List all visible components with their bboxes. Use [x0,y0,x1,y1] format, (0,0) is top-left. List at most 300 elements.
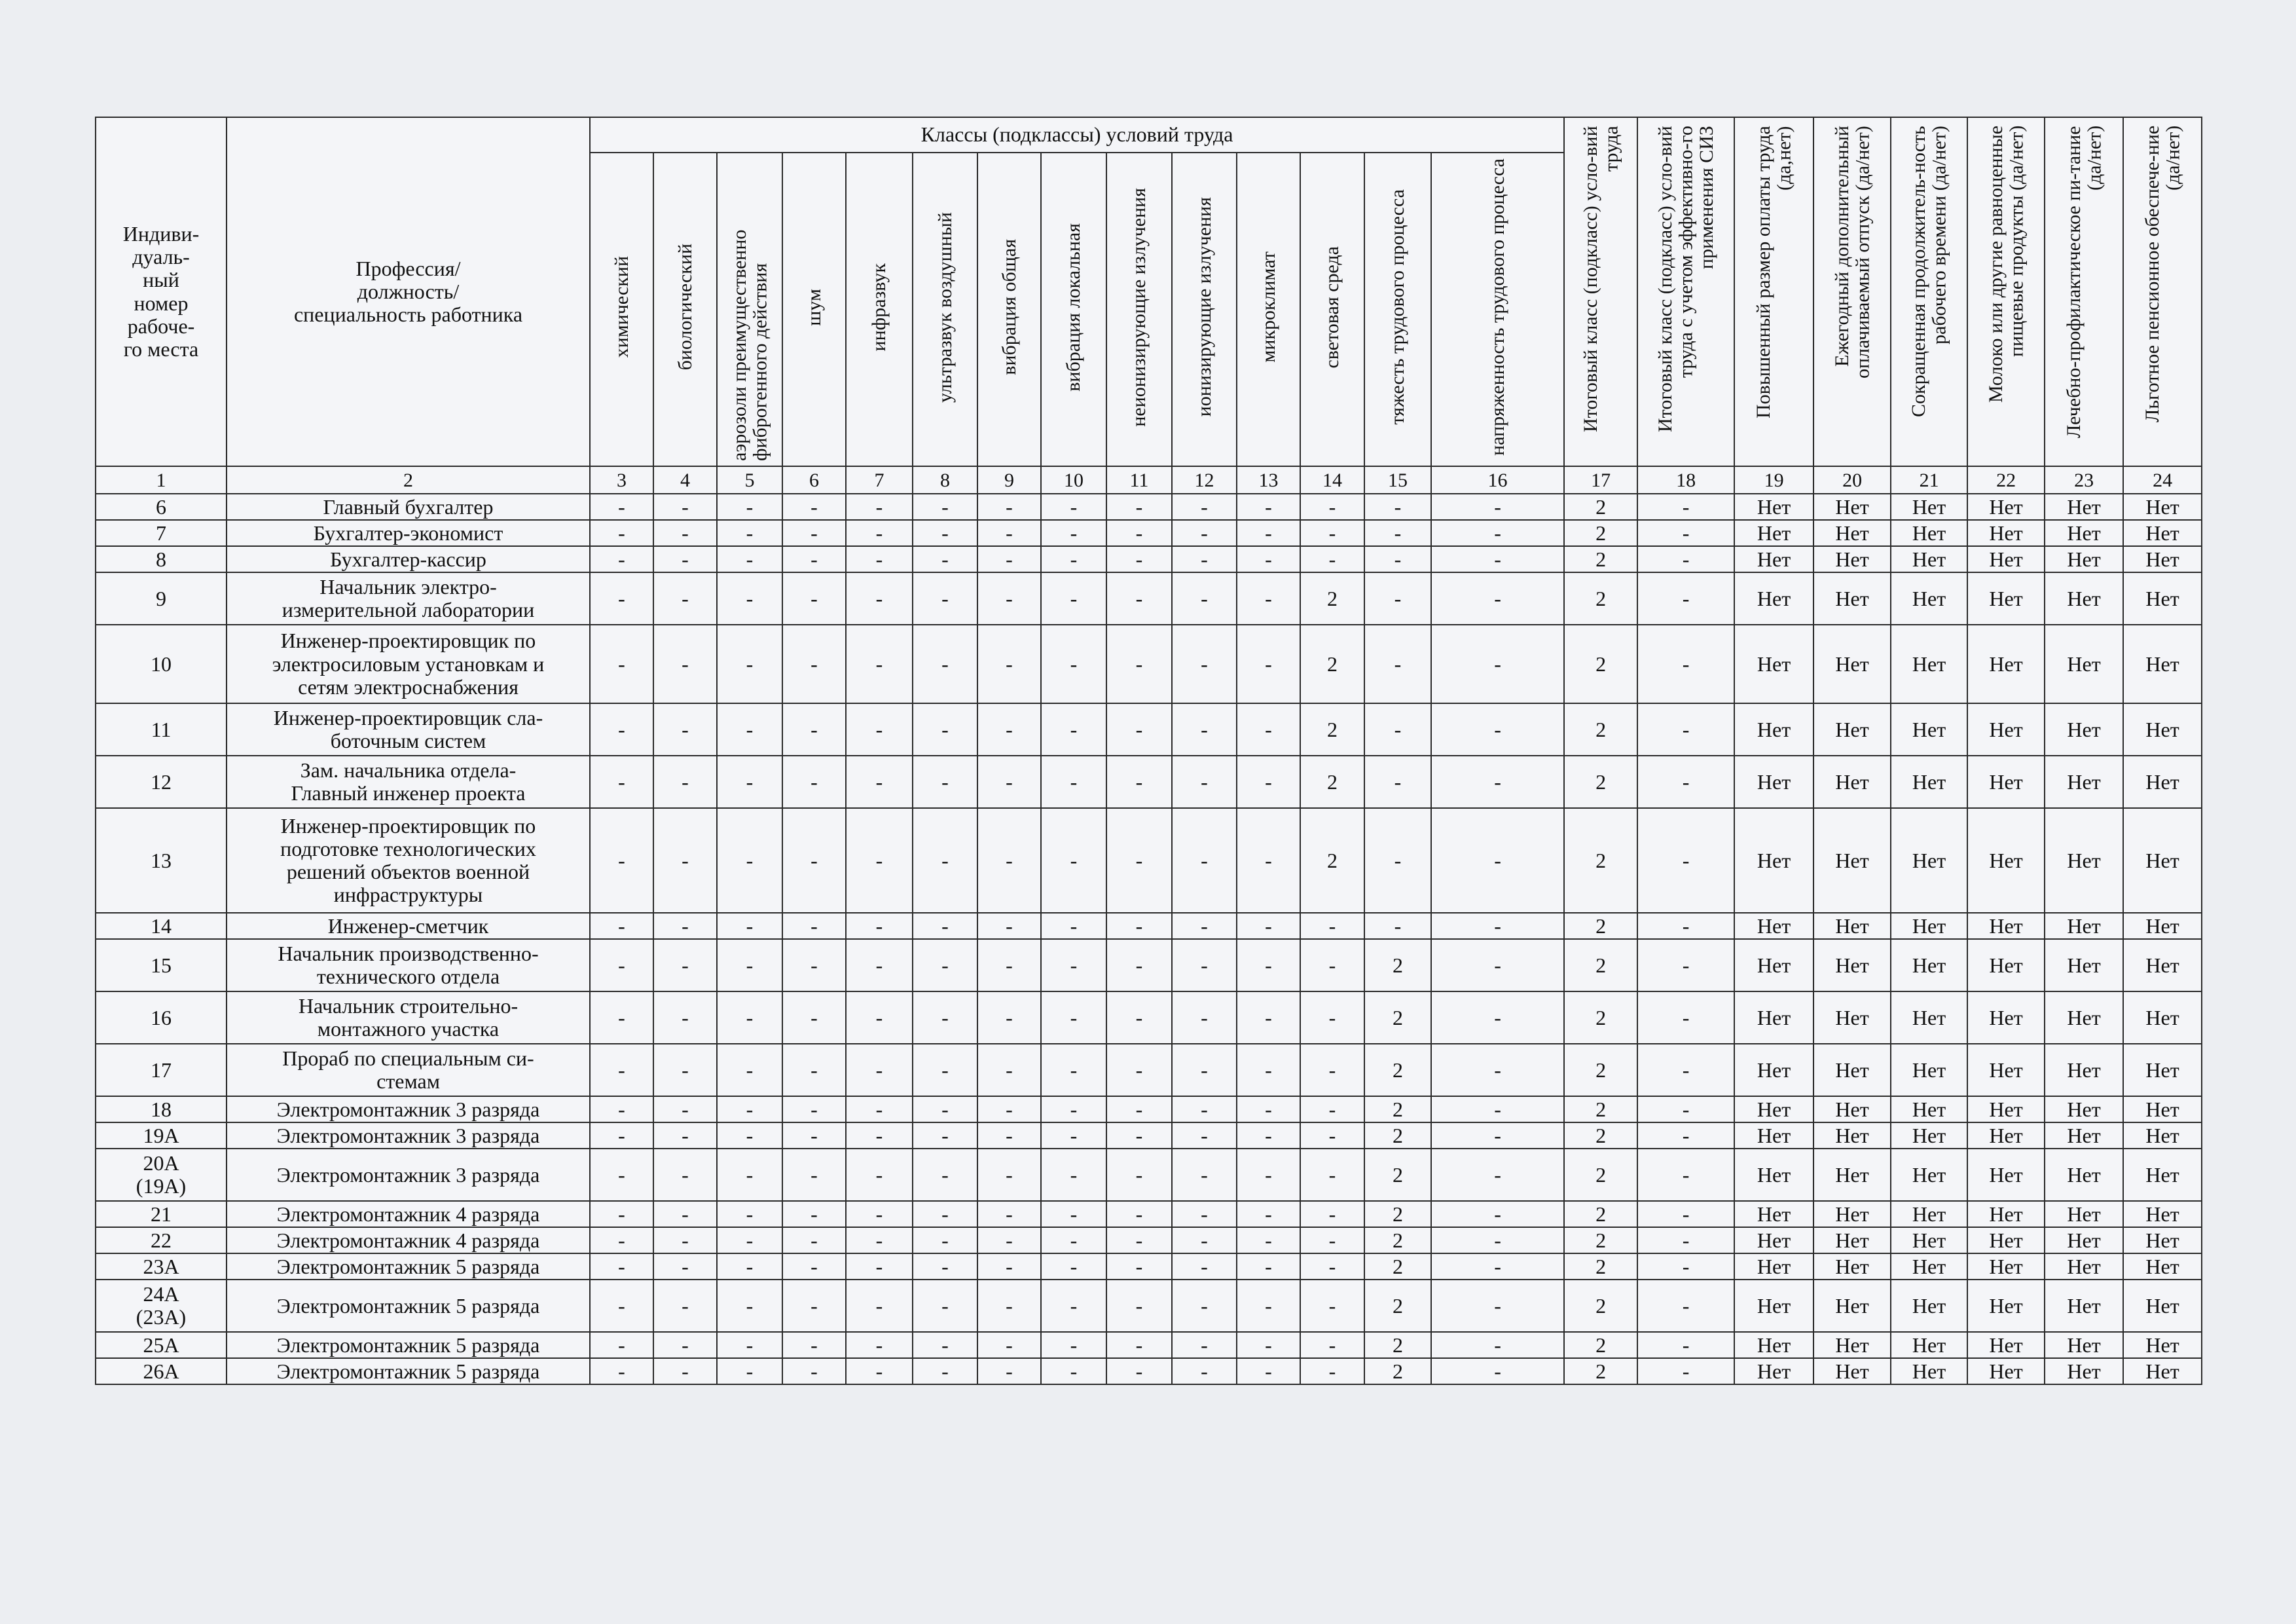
benefit-cell: Нет [1734,756,1813,808]
column-number: 2 [227,466,590,494]
column-number: 16 [1431,466,1564,494]
factor-cell: - [977,756,1041,808]
header-final-text: Итоговый класс (подкласс) усло-вий труда с учетом эффективно-го применения СИЗ [1654,126,1717,432]
benefit-cell: Нет [2045,494,2123,520]
benefit-cell: Нет [2123,546,2202,572]
benefit-cell: Нет [1734,625,1813,703]
factor-cell: - [1172,625,1237,703]
factor-cell: - [1106,703,1172,756]
profession-cell: Электромонтажник 5 разряда [227,1280,590,1332]
factor-cell: - [1300,546,1364,572]
benefit-cell: Нет [1891,991,1967,1044]
factor-cell: - [977,1332,1041,1358]
header-factor-text: напряженность трудового процесса [1486,158,1508,456]
factor-cell: - [913,1280,977,1332]
factor-cell: - [653,1253,717,1280]
benefit-cell: Нет [1891,1253,1967,1280]
factor-cell: - [782,572,846,625]
factor-cell: - [913,1332,977,1358]
factor-cell: - [1364,625,1431,703]
benefit-cell: Нет [1967,939,2045,991]
factor-cell: - [846,572,913,625]
benefit-cell: Нет [2045,1122,2123,1149]
benefit-cell: Нет [2045,520,2123,546]
column-number: 22 [1967,466,2045,494]
final-class-cell: 2 [1564,546,1637,572]
benefit-cell: Нет [2123,1122,2202,1149]
factor-cell: - [846,1096,913,1122]
factor-cell: - [782,1201,846,1227]
factor-cell: - [782,625,846,703]
factor-cell: - [977,520,1041,546]
benefit-cell: Нет [1891,572,1967,625]
factor-cell: - [590,808,653,913]
benefit-cell: Нет [2045,1201,2123,1227]
table-row [96,625,2202,703]
benefit-cell: Нет [1734,1096,1813,1122]
factor-cell: - [1041,913,1106,939]
header-factor-14 [1300,153,1364,466]
factor-cell: 2 [1364,1201,1431,1227]
workplace-number-cell: 21 [96,1201,227,1227]
profession-cell: Электромонтажник 4 разряда [227,1201,590,1227]
benefit-cell: Нет [2123,572,2202,625]
factor-cell: - [1237,494,1300,520]
factor-cell: - [846,756,913,808]
factor-cell: - [1431,1253,1564,1280]
benefit-cell: Нет [1813,939,1891,991]
header-factor-12 [1172,153,1237,466]
column-number: 13 [1237,466,1300,494]
factor-cell: - [1041,991,1106,1044]
factor-cell: - [1106,625,1172,703]
factor-cell: - [977,1253,1041,1280]
factor-cell: - [913,1096,977,1122]
header-classes-group: Классы (подклассы) условий труда [590,117,1564,153]
header-final-text: Итоговый класс (подкласс) усло-вий труда [1579,126,1622,432]
factor-cell: - [1172,808,1237,913]
factor-cell: - [1237,756,1300,808]
factor-cell: - [1041,808,1106,913]
header-final-text: Ежегодный дополнительный оплачиваемый отпуск (да/нет) [1831,126,1874,378]
benefit-cell: Нет [2123,1149,2202,1201]
factor-cell: - [717,808,782,913]
benefit-cell: Нет [1891,808,1967,913]
profession-cell: Электромонтажник 4 разряда [227,1227,590,1253]
benefit-cell: Нет [1967,625,2045,703]
benefit-cell: Нет [1813,991,1891,1044]
factor-cell: - [1172,1201,1237,1227]
final-class-cell: 2 [1564,1122,1637,1149]
benefit-cell: Нет [1813,1332,1891,1358]
factor-cell: - [590,1149,653,1201]
benefit-cell: Нет [1813,1122,1891,1149]
factor-cell: - [590,1044,653,1096]
final-class-cell: 2 [1564,703,1637,756]
factor-cell: 2 [1364,1227,1431,1253]
benefit-cell: Нет [2123,494,2202,520]
factor-cell: - [782,546,846,572]
factor-cell: - [1364,520,1431,546]
final-class-cell: 2 [1564,625,1637,703]
header-factor-text: световая среда [1321,246,1343,369]
final-class-cell: 2 [1564,808,1637,913]
factor-cell: - [717,546,782,572]
factor-cell: - [1172,1332,1237,1358]
benefit-cell: Нет [1967,756,2045,808]
factor-cell: - [846,913,913,939]
column-number: 8 [913,466,977,494]
factor-cell: - [1106,1332,1172,1358]
final-class-siz-cell: - [1637,625,1734,703]
factor-cell: - [782,1332,846,1358]
header-factor-15 [1364,153,1431,466]
factor-cell: - [1106,939,1172,991]
column-number: 10 [1041,466,1106,494]
factor-cell: - [846,1044,913,1096]
header-factor-16 [1431,153,1564,466]
final-class-cell: 2 [1564,1358,1637,1384]
benefit-cell: Нет [2123,1332,2202,1358]
profession-cell: Инженер-проектировщик по подготовке технологических решений объектов военной инфраструктуры [227,808,590,913]
final-class-siz-cell: - [1637,1044,1734,1096]
final-class-cell: 2 [1564,1227,1637,1253]
header-factor-text: микроклимат [1257,251,1279,363]
factor-cell: 2 [1364,1358,1431,1384]
factor-cell: - [653,625,717,703]
benefit-cell: Нет [2045,756,2123,808]
factor-cell: - [782,1358,846,1384]
workplace-number-cell: 7 [96,520,227,546]
factor-cell: - [1364,494,1431,520]
factor-cell: - [1106,520,1172,546]
benefit-cell: Нет [1967,1332,2045,1358]
factor-cell: - [590,546,653,572]
benefit-cell: Нет [2123,808,2202,913]
benefit-cell: Нет [2045,808,2123,913]
factor-cell: - [846,546,913,572]
factor-cell: 2 [1364,1149,1431,1201]
benefit-cell: Нет [1734,1358,1813,1384]
benefit-cell: Нет [1967,1201,2045,1227]
factor-cell: - [1041,546,1106,572]
factor-cell: - [590,1332,653,1358]
factor-cell: - [913,808,977,913]
factor-cell: - [1041,572,1106,625]
factor-cell: 2 [1364,1096,1431,1122]
factor-cell: 2 [1364,939,1431,991]
factor-cell: - [1431,520,1564,546]
benefit-cell: Нет [2123,756,2202,808]
benefit-cell: Нет [1734,1149,1813,1201]
final-class-cell: 2 [1564,572,1637,625]
factor-cell: - [1106,494,1172,520]
factor-cell: - [590,520,653,546]
benefit-cell: Нет [1967,1280,2045,1332]
factor-cell: - [1106,913,1172,939]
factor-cell: - [1364,808,1431,913]
factor-cell: - [977,546,1041,572]
column-number: 20 [1813,466,1891,494]
table-row [96,1332,2202,1358]
header-factor-text: ионизирующие излучения [1193,197,1215,417]
factor-cell: - [913,756,977,808]
factor-cell: - [717,1280,782,1332]
header-factor-4 [653,153,717,466]
factor-cell: - [717,703,782,756]
workplace-number-cell: 18 [96,1096,227,1122]
final-class-siz-cell: - [1637,991,1734,1044]
table-row [96,572,2202,625]
final-class-cell: 2 [1564,1096,1637,1122]
header-final-col-21 [1891,117,1967,466]
benefit-cell: Нет [1734,546,1813,572]
column-number: 19 [1734,466,1813,494]
table-row [96,1122,2202,1149]
working-conditions-table [95,117,2202,1385]
table-row [96,520,2202,546]
final-class-siz-cell: - [1637,1227,1734,1253]
factor-cell: - [1300,1227,1364,1253]
factor-cell: - [1041,1149,1106,1201]
factor-cell: - [1106,1280,1172,1332]
factor-cell: - [977,1122,1041,1149]
factor-cell: - [1172,1044,1237,1096]
benefit-cell: Нет [2045,625,2123,703]
factor-cell: - [1300,1358,1364,1384]
table-row [96,1044,2202,1096]
factor-cell: - [1041,939,1106,991]
factor-cell: - [846,1201,913,1227]
factor-cell: - [717,1044,782,1096]
factor-cell: - [590,625,653,703]
factor-cell: - [977,1096,1041,1122]
factor-cell: - [590,1122,653,1149]
factor-cell: - [590,1201,653,1227]
benefit-cell: Нет [1891,1201,1967,1227]
benefit-cell: Нет [1734,1122,1813,1149]
factor-cell: - [1106,572,1172,625]
factor-cell: - [1041,1044,1106,1096]
factor-cell: - [913,572,977,625]
header-final-col-17 [1564,117,1637,466]
table-row [96,703,2202,756]
factor-cell: - [590,572,653,625]
final-class-siz-cell: - [1637,1096,1734,1122]
header-factor-text: вибрация общая [998,239,1020,375]
factor-cell: - [782,494,846,520]
factor-cell: - [1041,1201,1106,1227]
factor-cell: - [590,756,653,808]
factor-cell: - [846,703,913,756]
factor-cell: - [977,1358,1041,1384]
factor-cell: - [1041,1280,1106,1332]
factor-cell: 2 [1300,756,1364,808]
final-class-cell: 2 [1564,939,1637,991]
factor-cell: - [913,991,977,1044]
factor-cell: - [1106,1227,1172,1253]
factor-cell: - [1106,991,1172,1044]
benefit-cell: Нет [1813,1149,1891,1201]
benefit-cell: Нет [1813,1280,1891,1332]
profession-cell: Начальник производственно- технического отдела [227,939,590,991]
factor-cell: - [653,572,717,625]
benefit-cell: Нет [1734,572,1813,625]
benefit-cell: Нет [1967,1122,2045,1149]
factor-cell: - [1041,703,1106,756]
workplace-number-cell: 25А [96,1332,227,1358]
workplace-number-cell: 19А [96,1122,227,1149]
factor-cell: - [913,1201,977,1227]
factor-cell: - [1172,494,1237,520]
benefit-cell: Нет [2123,1253,2202,1280]
workplace-number-cell: 11 [96,703,227,756]
factor-cell: - [1364,546,1431,572]
table-row [96,546,2202,572]
final-class-cell: 2 [1564,991,1637,1044]
factor-cell: - [590,1253,653,1280]
final-class-cell: 2 [1564,494,1637,520]
factor-cell: - [1237,1044,1300,1096]
header-factor-text: неионизирующие излучения [1128,187,1150,427]
factor-cell: - [1431,1358,1564,1384]
benefit-cell: Нет [1734,1253,1813,1280]
factor-cell: - [1172,913,1237,939]
factor-cell: 2 [1364,1044,1431,1096]
benefit-cell: Нет [1734,1201,1813,1227]
column-number: 14 [1300,466,1364,494]
benefit-cell: Нет [2123,1096,2202,1122]
column-number: 9 [977,466,1041,494]
benefit-cell: Нет [2045,939,2123,991]
profession-cell: Главный бухгалтер [227,494,590,520]
column-number: 15 [1364,466,1431,494]
header-final-text: Сокращенная продолжитель-ность рабочего времени (да/нет) [1908,126,1950,417]
header-factor-text: инфразвук [868,263,890,352]
final-class-cell: 2 [1564,1332,1637,1358]
factor-cell: - [1172,939,1237,991]
factor-cell: - [846,1280,913,1332]
benefit-cell: Нет [1967,808,2045,913]
factor-cell: - [846,520,913,546]
benefit-cell: Нет [2123,520,2202,546]
benefit-cell: Нет [1734,991,1813,1044]
factor-cell: - [1172,546,1237,572]
column-number: 17 [1564,466,1637,494]
factor-cell: - [1237,1332,1300,1358]
benefit-cell: Нет [2123,991,2202,1044]
header-factor-text: ультразвук воздушный [934,212,956,403]
factor-cell: - [717,625,782,703]
factor-cell: - [782,1253,846,1280]
table-row [96,808,2202,913]
factor-cell: - [1431,1096,1564,1122]
table-row [96,1358,2202,1384]
factor-cell: - [846,1122,913,1149]
benefit-cell: Нет [1734,703,1813,756]
factor-cell: - [1172,572,1237,625]
factor-cell: - [913,1122,977,1149]
factor-cell: - [1431,1280,1564,1332]
factor-cell: - [913,520,977,546]
benefit-cell: Нет [1734,1332,1813,1358]
benefit-cell: Нет [1891,1280,1967,1332]
factor-cell: - [1106,1201,1172,1227]
factor-cell: - [913,625,977,703]
benefit-cell: Нет [1967,494,2045,520]
table-row [96,1149,2202,1201]
factor-cell: - [590,1096,653,1122]
benefit-cell: Нет [1967,1358,2045,1384]
factor-cell: - [1041,494,1106,520]
factor-cell: - [913,703,977,756]
final-class-cell: 2 [1564,1253,1637,1280]
factor-cell: - [1431,494,1564,520]
column-number-row [96,466,2202,494]
benefit-cell: Нет [1891,1122,1967,1149]
factor-cell: - [653,991,717,1044]
benefit-cell: Нет [1813,1227,1891,1253]
factor-cell: - [1431,756,1564,808]
final-class-siz-cell: - [1637,572,1734,625]
factor-cell: - [653,756,717,808]
factor-cell: - [1172,1096,1237,1122]
factor-cell: - [782,1096,846,1122]
workplace-number-cell: 20А (19А) [96,1149,227,1201]
factor-cell: - [1300,1149,1364,1201]
header-factor-text: вибрация локальная [1063,223,1085,392]
factor-cell: - [782,991,846,1044]
final-class-siz-cell: - [1637,1332,1734,1358]
benefit-cell: Нет [1967,1149,2045,1201]
factor-cell: - [1364,703,1431,756]
benefit-cell: Нет [2123,1044,2202,1096]
factor-cell: - [1300,991,1364,1044]
profession-cell: Начальник электро- измерительной лаборатории [227,572,590,625]
benefit-cell: Нет [2123,625,2202,703]
factor-cell: - [1106,1358,1172,1384]
factor-cell: - [653,1149,717,1201]
benefit-cell: Нет [1813,494,1891,520]
factor-cell: - [1041,1227,1106,1253]
factor-cell: - [977,991,1041,1044]
workplace-number-cell: 23А [96,1253,227,1280]
profession-cell: Зам. начальника отдела- Главный инженер проекта [227,756,590,808]
benefit-cell: Нет [2123,1201,2202,1227]
factor-cell: - [977,1044,1041,1096]
factor-cell: - [913,494,977,520]
benefit-cell: Нет [2045,703,2123,756]
workplace-number-cell: 24А (23А) [96,1280,227,1332]
benefit-cell: Нет [1734,1280,1813,1332]
benefit-cell: Нет [1967,1253,2045,1280]
factor-cell: - [1172,1122,1237,1149]
factor-cell: - [1237,939,1300,991]
factor-cell: - [1431,572,1564,625]
header-final-text: Лечебно-профилактическое пи-тание (да/нет) [2062,126,2105,438]
factor-cell: - [1106,1096,1172,1122]
factor-cell: - [913,546,977,572]
benefit-cell: Нет [1967,572,2045,625]
table-row [96,1201,2202,1227]
factor-cell: - [1300,1253,1364,1280]
factor-cell: - [653,1332,717,1358]
workplace-number-cell: 10 [96,625,227,703]
factor-cell: - [782,913,846,939]
benefit-cell: Нет [1734,1044,1813,1096]
column-number: 21 [1891,466,1967,494]
benefit-cell: Нет [1813,520,1891,546]
